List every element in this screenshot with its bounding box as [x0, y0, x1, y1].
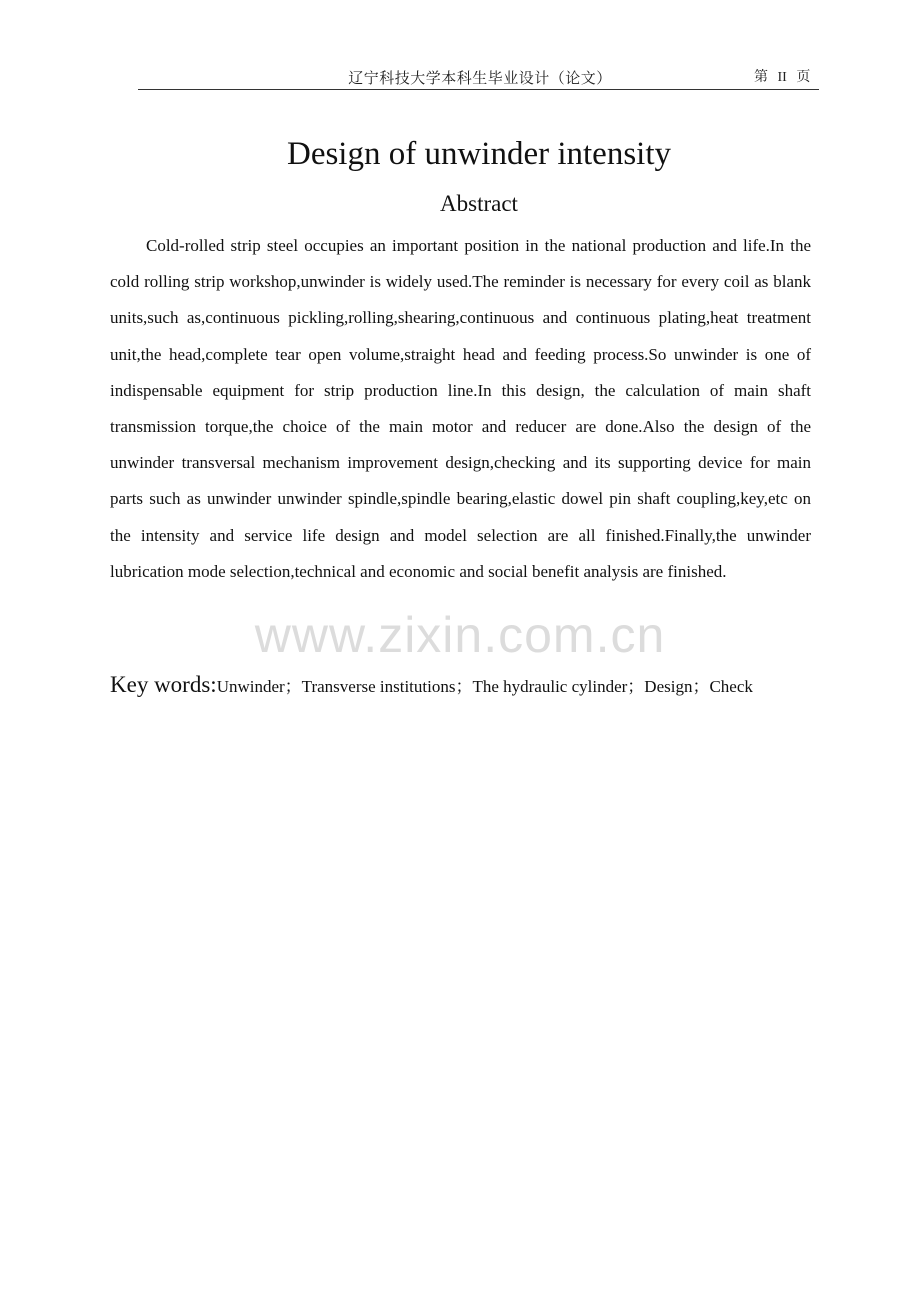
paper-title: Design of unwinder intensity	[286, 136, 672, 172]
keywords-label: Key words:	[110, 672, 217, 697]
keywords-list: Unwinder；Transverse institutions；The hydraulic cylinder；Design；Check	[216, 677, 753, 696]
page-number: 第 II 页	[754, 70, 811, 85]
keywords-line	[110, 672, 753, 698]
abstract-heading: Abstract	[440, 191, 518, 216]
watermark-text: www.zixin.com.cn	[254, 607, 666, 663]
abstract-paragraph: Cold-rolled strip steel occupies an important position in the national production and life.In the cold rolling strip workshop,unwinder is widely used.The reminder is necessary for every coil as blank units,such as,continuous pickling,rolling,shearing,continuous and continuous plating,heat treatment unit,the head,complete tear open volume,straight head and feeding process.So unwinder is one of indispensable equipment for strip production line.In this design, the calculation of main shaft transmission torque,the choice of the main motor and reducer are done.Also the design of the unwinder transversal mechanism improvement design,checking and its supporting device for main parts such as unwinder unwinder spindle,spindle bearing,elastic dowel pin shaft coupling,key,etc on the intensity and service life design and model selection are all finished.Finally,the unwinder lubrication mode selection,technical and economic and social benefit analysis are finished.	[110, 236, 811, 581]
header-divider	[138, 89, 819, 90]
running-header: 辽宁科技大学本科生毕业设计（论文）	[348, 71, 612, 87]
